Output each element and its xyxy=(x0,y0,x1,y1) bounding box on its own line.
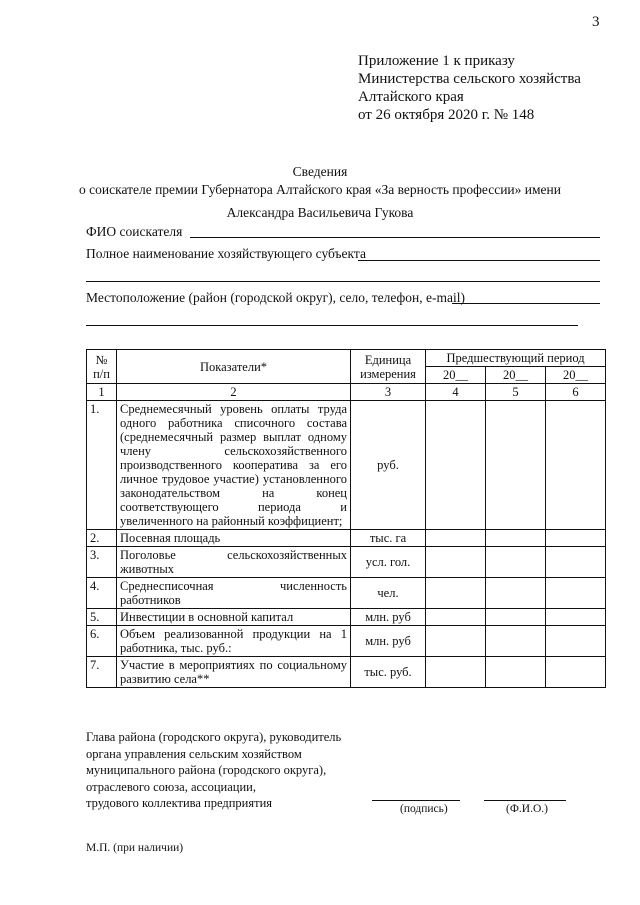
fio-caption: (Ф.И.О.) xyxy=(506,803,548,815)
row-value-cell[interactable] xyxy=(546,401,606,530)
row-value-cell[interactable] xyxy=(546,547,606,578)
row-value-cell[interactable] xyxy=(486,657,546,688)
appendix-line: Алтайского края xyxy=(358,89,464,105)
header-year: 20__ xyxy=(546,367,606,384)
row-value-cell[interactable] xyxy=(546,530,606,547)
table-row xyxy=(87,609,606,626)
row-value-cell[interactable] xyxy=(546,609,606,626)
row-number: 2. xyxy=(87,530,117,547)
fio-signature-blank-line xyxy=(484,800,566,801)
location-blank-line xyxy=(452,303,600,304)
col-number: 3 xyxy=(351,384,426,401)
title-line-1: Сведения xyxy=(292,164,348,179)
appendix-line: от 26 октября 2020 г. № 148 xyxy=(358,107,535,123)
signature-blank-line xyxy=(372,800,460,801)
row-value-cell[interactable] xyxy=(546,626,606,657)
row-unit: тыс. руб. xyxy=(351,657,426,688)
row-number: 4. xyxy=(87,578,117,609)
page-number: 3 xyxy=(592,14,600,30)
signature-line: Глава района (городского округа), руководитель xyxy=(86,730,342,744)
row-number: 1. xyxy=(87,401,117,530)
row-value-cell[interactable] xyxy=(486,401,546,530)
col-number: 1 xyxy=(87,384,117,401)
appendix-line: Министерства сельского хозяйства xyxy=(358,71,581,87)
row-number: 5. xyxy=(87,609,117,626)
col-number: 6 xyxy=(546,384,606,401)
row-unit: чел. xyxy=(351,578,426,609)
table-row xyxy=(87,626,606,657)
col-number: 4 xyxy=(426,384,486,401)
row-indicator: Инвестиции в основной капитал xyxy=(117,609,351,626)
table-row xyxy=(87,657,606,688)
header-indicators: Показатели* xyxy=(117,350,351,384)
row-unit: млн. руб xyxy=(351,609,426,626)
table-row xyxy=(87,578,606,609)
fio-blank-line xyxy=(190,237,600,238)
row-number: 3. xyxy=(87,547,117,578)
row-value-cell[interactable] xyxy=(486,547,546,578)
row-unit: усл. гол. xyxy=(351,547,426,578)
row-value-cell[interactable] xyxy=(426,401,486,530)
entity-blank-line-2 xyxy=(86,281,600,282)
signature-line: трудового коллектива предприятия xyxy=(86,796,273,810)
row-indicator: Посевная площадь xyxy=(117,530,351,547)
row-value-cell[interactable] xyxy=(486,609,546,626)
signature-line: отраслевого союза, ассоциации, xyxy=(86,779,256,794)
signature-block xyxy=(86,729,341,812)
signature-line: муниципального района (городского округа), xyxy=(86,763,327,777)
row-indicator: Среднемесячный уровень оплаты труда одного работника списочного состава (среднемесячный размер выплат одному члену сельскохозяйственного производственного кооператива за его личное трудовое участие) установленного законодательством на конец соответствующего периода и увеличенного на районный коэффициент; xyxy=(117,401,351,530)
row-number: 7. xyxy=(87,657,117,688)
entity-label: Полное наименование хозяйствующего субъекта xyxy=(86,246,366,261)
fio-label: ФИО соискателя xyxy=(86,224,183,239)
row-value-cell[interactable] xyxy=(426,547,486,578)
row-indicator: Среднесписочная численность работников xyxy=(117,578,351,609)
row-value-cell[interactable] xyxy=(426,626,486,657)
title-line-3: Александра Васильевича Гукова xyxy=(226,205,414,220)
row-unit: млн. руб xyxy=(351,626,426,657)
row-number: 6. xyxy=(87,626,117,657)
indicators-table xyxy=(86,349,606,688)
table-row xyxy=(87,401,606,530)
header-year: 20__ xyxy=(486,367,546,384)
col-number: 5 xyxy=(486,384,546,401)
stamp-place-label: М.П. (при наличии) xyxy=(86,842,184,854)
row-value-cell[interactable] xyxy=(486,578,546,609)
row-value-cell[interactable] xyxy=(426,609,486,626)
row-unit: руб. xyxy=(351,401,426,530)
signature-line: органа управления сельским хозяйством xyxy=(86,746,302,761)
header-period: Предшествующий период xyxy=(426,350,606,367)
row-value-cell[interactable] xyxy=(486,626,546,657)
row-value-cell[interactable] xyxy=(426,530,486,547)
title-line-2: о соискателе премии Губернатора Алтайского края «За верность профессии» имени xyxy=(79,182,561,197)
col-number: 2 xyxy=(117,384,351,401)
row-value-cell[interactable] xyxy=(546,657,606,688)
header-year: 20__ xyxy=(426,367,486,384)
header-num: № п/п xyxy=(87,350,117,384)
table-row xyxy=(87,530,606,547)
row-indicator: Участие в мероприятиях по социальному развитию села** xyxy=(117,657,351,688)
entity-blank-line xyxy=(358,260,600,261)
row-indicator: Поголовье сельскохозяйственных животных xyxy=(117,547,351,578)
header-unit: Единица измерения xyxy=(351,350,426,384)
podpis-caption: (подпись) xyxy=(400,803,448,815)
row-value-cell[interactable] xyxy=(546,578,606,609)
table-row xyxy=(87,547,606,578)
appendix-line: Приложение 1 к приказу xyxy=(358,53,515,69)
row-value-cell[interactable] xyxy=(486,530,546,547)
row-value-cell[interactable] xyxy=(426,578,486,609)
row-unit: тыс. га xyxy=(351,530,426,547)
location-blank-line-2 xyxy=(86,325,578,326)
location-label: Местоположение (район (городской округ), село, телефон, e-mail) xyxy=(86,290,466,305)
row-indicator: Объем реализованной продукции на 1 работника, тыс. руб.: xyxy=(117,626,351,657)
row-value-cell[interactable] xyxy=(426,657,486,688)
appendix-header xyxy=(358,52,581,124)
